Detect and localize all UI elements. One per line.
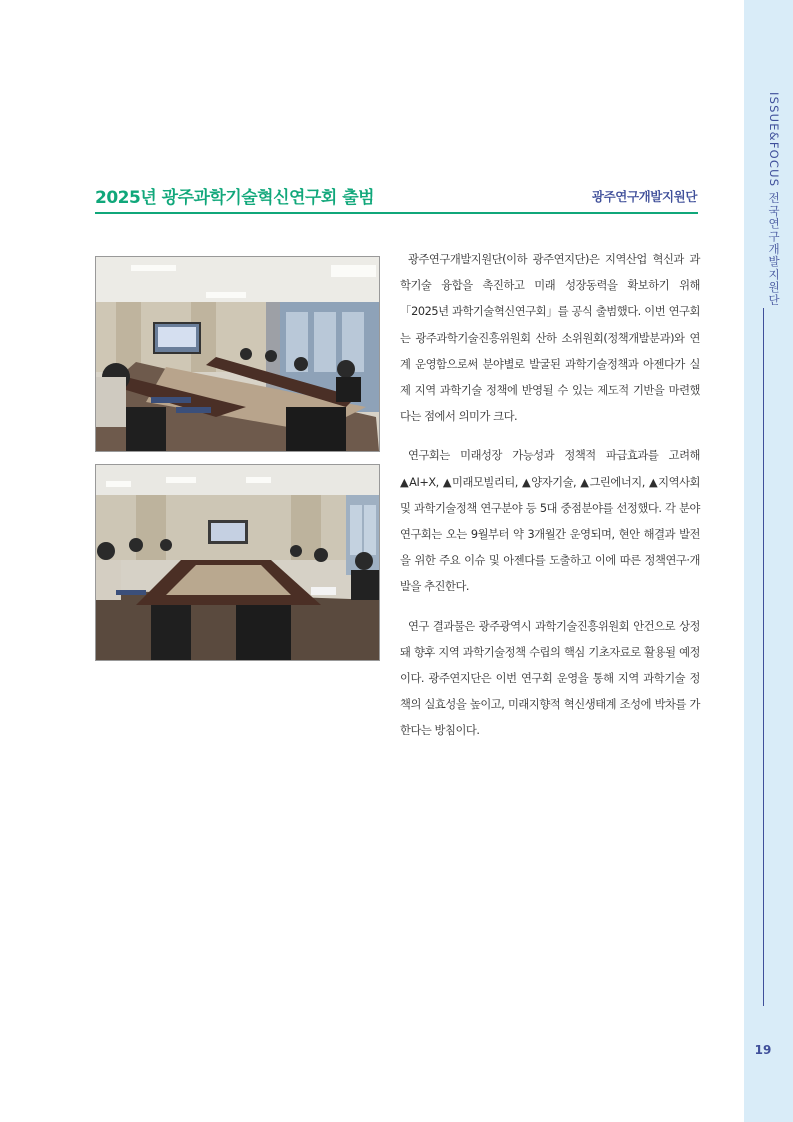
article-title: 2025년 광주과학기술혁신연구회 출범 xyxy=(95,188,375,208)
meeting-photo-2 xyxy=(95,464,380,661)
title-rule xyxy=(95,212,698,214)
meeting-photo-1 xyxy=(95,256,380,452)
article-paragraph-1: 광주연구개발지원단(이하 광주연지단)은 지역산업 혁신과 과학기술 융합을 촉진하고 미래 성장동력을 확보하기 위해 「2025년 과학기술혁신연구회」를 공식 출범했다. 이번 연구회는 광주과학기술진흥위원회 산하 소위원회(정책개발분과)와 연계 운영함으로써 분야별로 발굴된 과학기술정책과 아젠다가 실제 지역 과학기술 정책에 반영될 수 있는 제도적 기반을 마련했다는 점에서 의미가 크다. xyxy=(400,253,700,424)
page-number: 19 xyxy=(754,1043,772,1057)
article-paragraph-2: 연구회는 미래성장 가능성과 정책적 파급효과를 고려해 ▲AI+X, ▲미래모빌리티, ▲양자기술, ▲그린에너지, ▲지역사회 및 과학기술정책 연구분야 등 5대 중점분야를 선정했다. 각 분야 연구회는 오는 9월부터 약 3개월간 운영되며, 현안 해결과 발전을 위한 주요 이슈 및 아젠다를 도출하고 이에 따른 정책연구·개발을 추진한다. xyxy=(400,449,700,594)
article-paragraph-3: 연구 결과물은 광주광역시 과학기술진흥위원회 안건으로 상정돼 향후 지역 과학기술정책 수립의 핵심 기초자료로 활용될 예정이다. 광주연지단은 이번 연구회 운영을 통해 지역 과학기술 정책의 실효성을 높이고, 미래지향적 혁신생태계 조성에 박차를 가한다는 방침이다. xyxy=(400,619,700,738)
sidebar-label: ISSUE&FOCUS 전국연구개발지원단 xyxy=(767,92,781,307)
article-organization: 광주연구개발지원단 xyxy=(591,189,697,204)
sidebar-divider xyxy=(763,308,764,1006)
article-body xyxy=(400,247,700,758)
